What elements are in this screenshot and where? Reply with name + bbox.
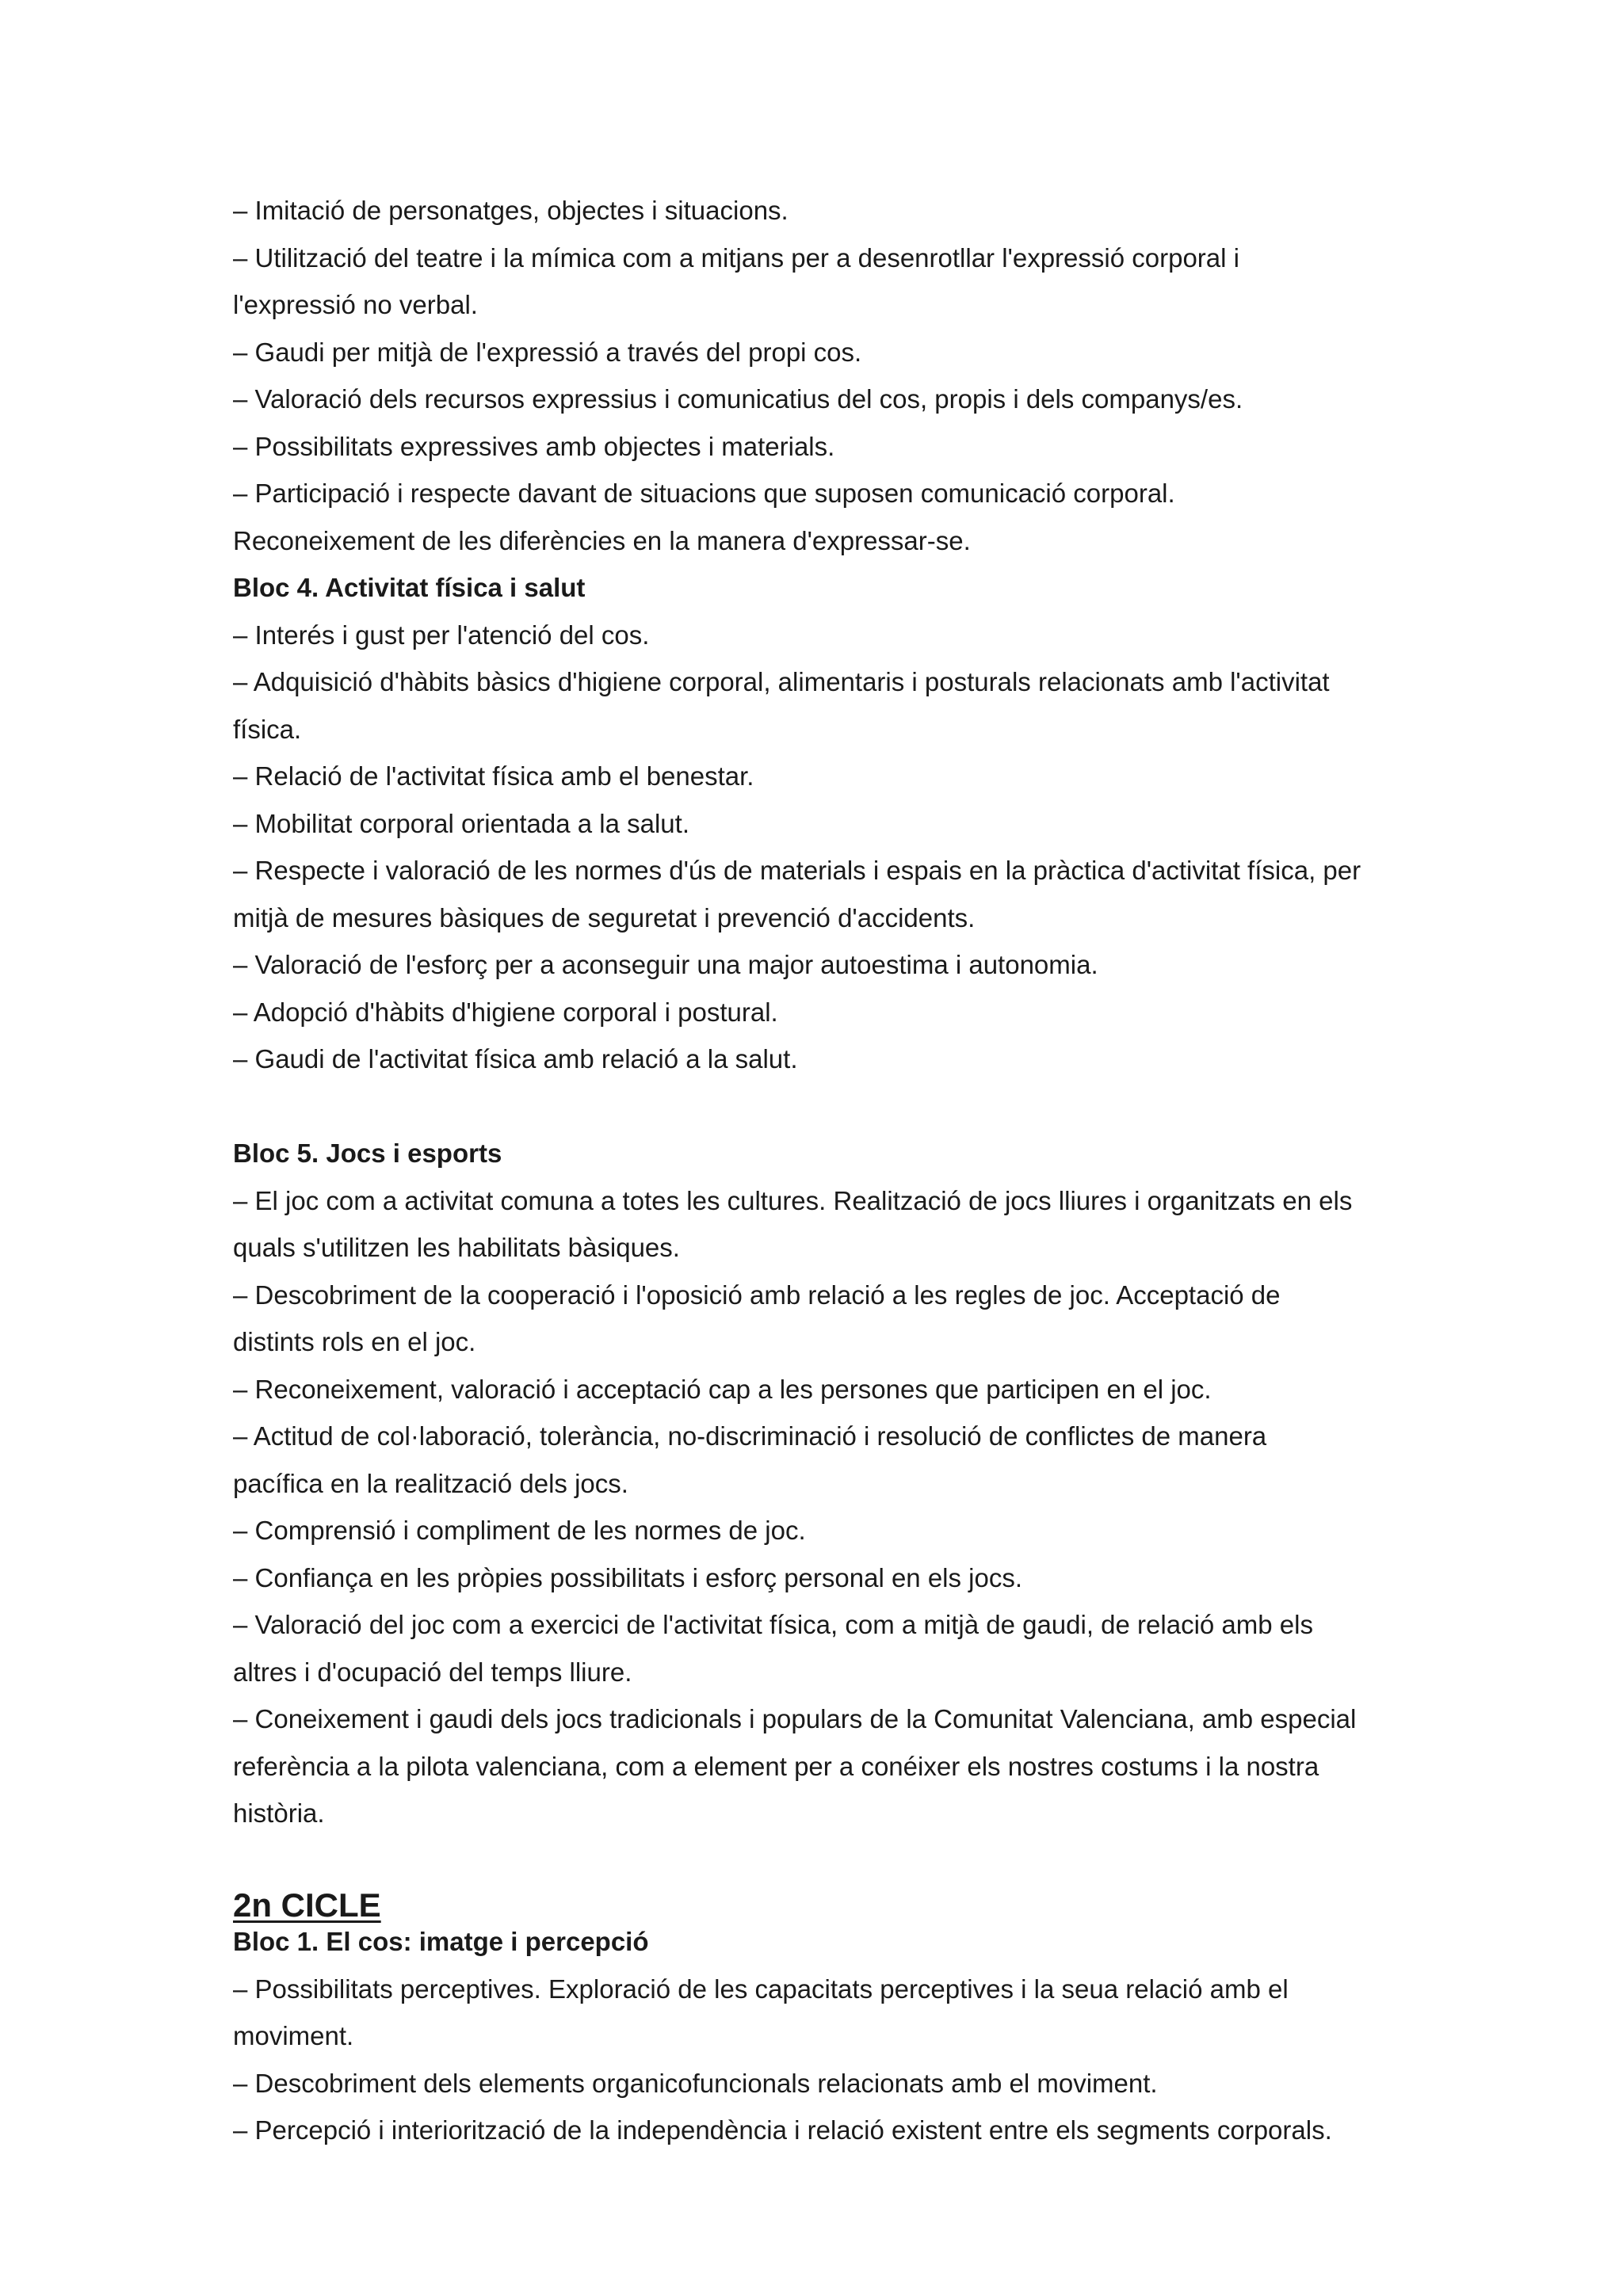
text-line: pacífica en la realització dels jocs. [233,1468,628,1498]
text-line: – Descobriment de la cooperació i l'oposició amb relació a les regles de joc. Acceptació de [233,1280,1281,1310]
text-line: – Percepció i interiorització de la independència i relació existent entre els segments corporals. [233,2115,1332,2145]
text-line: altres i d'ocupació del temps lliure. [233,1657,632,1687]
section-heading-bloc1: Bloc 1. El cos: imatge i percepció [233,1926,649,1956]
text-line: Reconeixement de les diferències en la manera d'expressar-se. [233,525,971,555]
cycle-heading: 2n CICLE [233,1886,381,1924]
text-line: quals s'utilitzen les habilitats bàsiques. [233,1233,680,1262]
text-line: – Adopció d'hàbits d'higiene corporal i postural. [233,997,778,1027]
text-line: – Valoració dels recursos expressius i comunicatius del cos, propis i dels companys/es. [233,384,1243,414]
text-line: – El joc com a activitat comuna a totes les cultures. Realització de jocs lliures i organitzats en els [233,1185,1353,1215]
section-heading-bloc4: Bloc 4. Activitat física i salut [233,573,586,602]
text-line: – Actitud de col·laboració, tolerància, no-discriminació i resolució de conflictes de manera [233,1421,1267,1451]
text-line: – Adquisició d'hàbits bàsics d'higiene corporal, alimentaris i posturals relacionats amb l'activitat [233,667,1330,696]
text-line: – Imitació de personatges, objectes i situacions. [233,196,789,225]
text-line: – Coneixement i gaudi dels jocs tradicionals i populars de la Comunitat Valenciana, amb especial [233,1704,1357,1733]
text-line: – Confiança en les pròpies possibilitats i esforç personal en els jocs. [233,1562,1023,1592]
text-line: física. [233,714,302,744]
text-line: – Valoració de l'esforç per a aconseguir una major autoestima i autonomia. [233,950,1098,979]
text-line: – Utilització del teatre i la mímica com a mitjans per a desenrotllar l'expressió corporal i [233,242,1239,273]
paragraph-spacer [233,1837,1438,1886]
section-heading-bloc5: Bloc 5. Jocs i esports [233,1138,502,1168]
text-line: – Comprensió i compliment de les normes de joc. [233,1516,806,1545]
text-line: – Possibilitats perceptives. Exploració de les capacitats perceptives i la seua relació amb el [233,1974,1289,2004]
text-line: – Gaudi per mitjà de l'expressió a través del propi cos. [233,337,862,367]
text-line: l'expressió no verbal. [233,290,478,319]
text-line: – Descobriment dels elements organicofuncionals relacionats amb el moviment. [233,2068,1158,2098]
document-body [233,187,1438,2154]
paragraph-spacer [233,1083,1438,1131]
text-line: mitjà de mesures bàsiques de seguretat i prevenció d'accidents. [233,902,976,933]
text-line: – Valoració del joc com a exercici de l'activitat física, com a mitjà de gaudi, de relació amb els [233,1610,1313,1639]
text-line: referència a la pilota valenciana, com a element per a conéixer els nostres costums i la nostra [233,1751,1319,1781]
text-line: moviment. [233,2021,354,2050]
text-line: història. [233,1798,325,1828]
text-line: – Mobilitat corporal orientada a la salut. [233,808,689,838]
text-line: – Possibilitats expressives amb objectes i materials. [233,431,835,461]
text-line: – Interés i gust per l'atenció del cos. [233,620,650,650]
text-line: distints rols en el joc. [233,1327,476,1356]
text-line: – Gaudi de l'activitat física amb relació a la salut. [233,1044,798,1074]
text-line: – Relació de l'activitat física amb el benestar. [233,761,754,791]
text-line: – Participació i respecte davant de situacions que suposen comunicació corporal. [233,479,1175,508]
text-line: – Respecte i valoració de les normes d'ús de materials i espais en la pràctica d'activitat física, per [233,856,1361,885]
text-line: – Reconeixement, valoració i acceptació cap a les persones que participen en el joc. [233,1374,1212,1404]
